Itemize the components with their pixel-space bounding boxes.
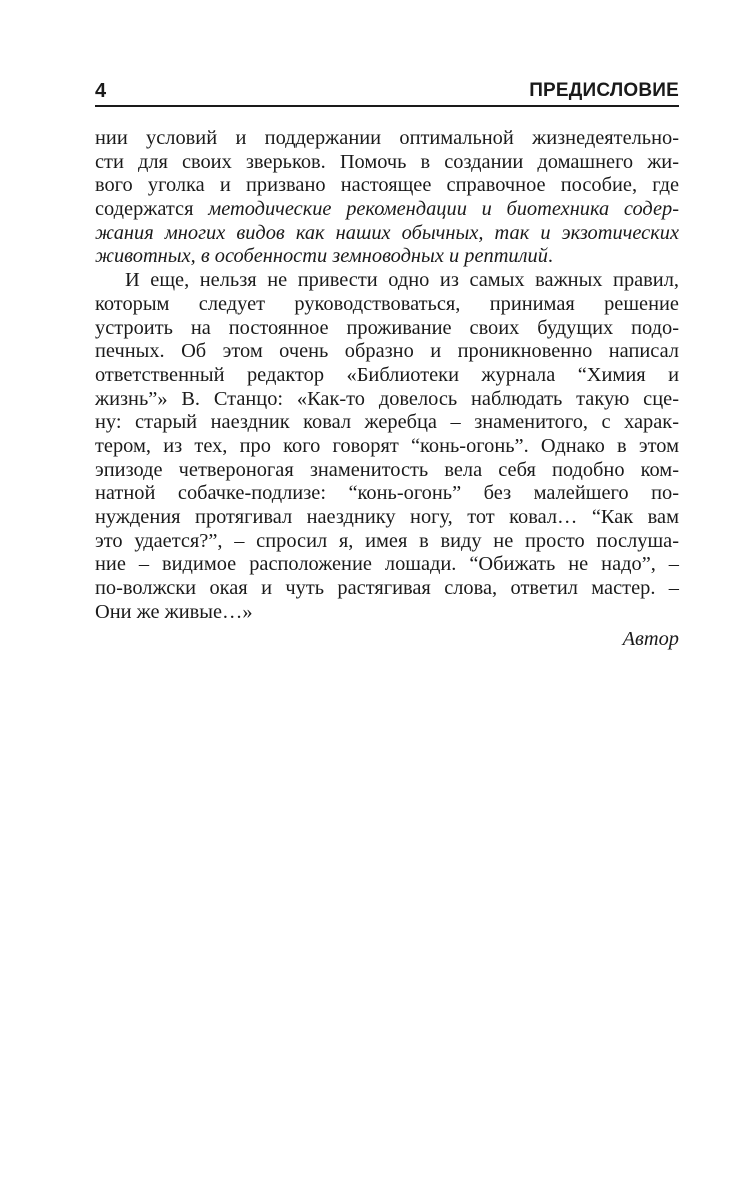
text-line: ну: старый наездник ковал жеребца – знаменитого, с харак- xyxy=(95,411,679,434)
paragraph-2 xyxy=(95,269,679,624)
section-title: ПРЕДИСЛОВИЕ xyxy=(529,80,679,101)
text-line: ответственный редактор «Библиотеки журнала “Химия и xyxy=(95,363,679,386)
text-line: эпизоде четвероногая знаменитость вела себя подобно ком- xyxy=(95,458,679,481)
text-line: нии условий и поддержании оптимальной жизнедеятельно- xyxy=(95,127,679,149)
text-line: тером, из тех, про кого говорят “конь-огонь”. Однако в этом xyxy=(95,434,679,457)
running-header xyxy=(95,80,679,106)
page-number: 4 xyxy=(95,80,107,102)
text-line: печных. Об этом очень образно и проникновенно написал xyxy=(95,340,679,363)
author-signature: Автор xyxy=(622,628,679,650)
italic-fragment: методические рекомендации и биотехника содер- xyxy=(208,198,679,221)
paragraph-1 xyxy=(95,127,679,269)
text-line: жизнь”» В. Станцо: «Как-то довелось наблюдать такую сце- xyxy=(95,387,679,410)
text-fragment: содержатся xyxy=(95,198,209,221)
text-line: по-волжски окая и чуть растягивая слова, ответил мастер. – xyxy=(95,577,679,600)
text-line xyxy=(95,245,679,269)
text-line: устроить на постоянное проживание своих будущих подо- xyxy=(95,316,679,339)
text-line: ние – видимое расположение лошади. “Обижать не надо”, – xyxy=(95,553,679,576)
text-line: это удается?”, – спросил я, имея в виду не просто послуша- xyxy=(95,529,679,552)
text-line: Они же живые…» xyxy=(95,600,253,623)
header-rule xyxy=(95,105,679,107)
text-line-italic: жания многих видов как наших обычных, так и экзотических xyxy=(95,221,679,244)
italic-fragment: животных, в особенности земноводных и рептилий xyxy=(95,245,548,268)
text-line: натной собачке-подлизе: “конь-огонь” без малейшего по- xyxy=(95,482,679,505)
text-line: вого уголка и призвано настоящее справочное пособие, где xyxy=(95,174,679,197)
body-text xyxy=(95,127,679,624)
text-line: которым следует руководствоваться, принимая решение xyxy=(95,292,679,315)
text-line: нуждения протягивал наезднику ногу, тот ковал… “Как вам xyxy=(95,506,679,528)
text-line xyxy=(95,198,679,222)
text-fragment: . xyxy=(547,245,554,268)
text-line: И еще, нельзя не привести одно из самых важных правил, xyxy=(125,269,679,292)
text-line: сти для своих зверьков. Помочь в создании домашнего жи- xyxy=(95,150,679,173)
